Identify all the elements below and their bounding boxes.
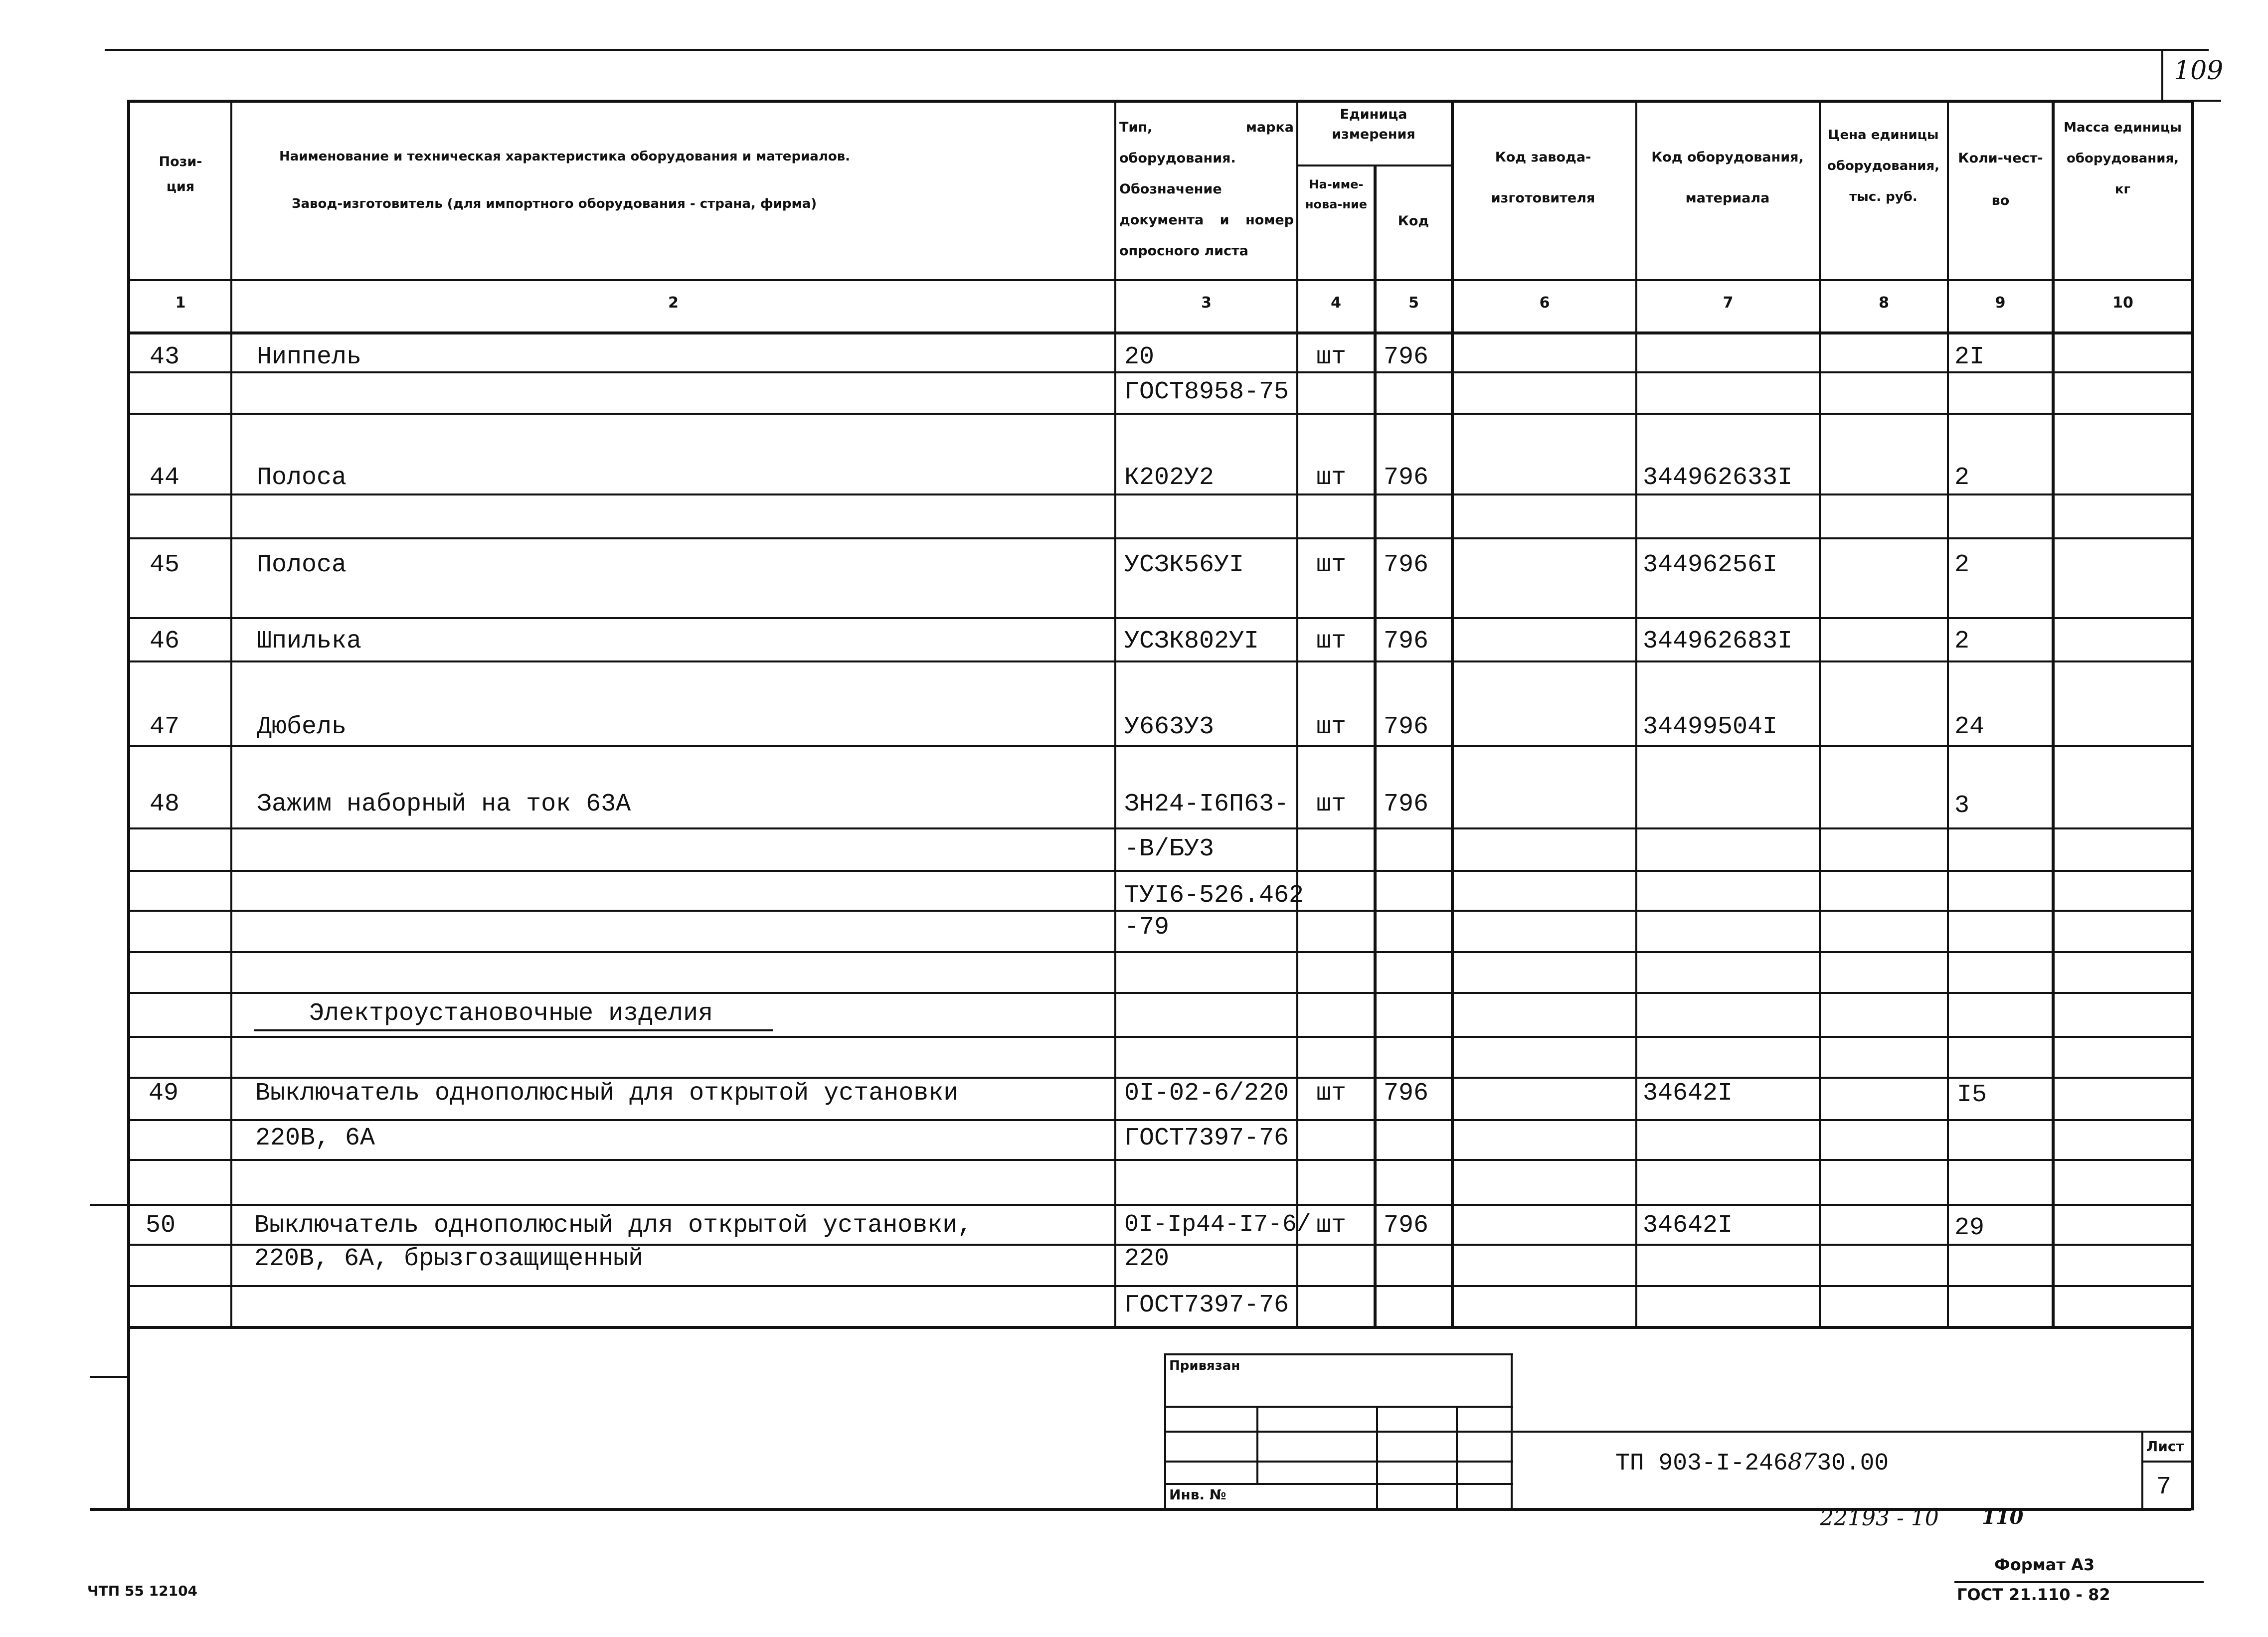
row-line xyxy=(127,660,2191,662)
row-46-equip: 344962683I xyxy=(1643,627,1793,655)
margin-tick xyxy=(90,1376,127,1378)
row-44-type: К202У2 xyxy=(1124,464,1215,492)
colnum-3: 3 xyxy=(1201,294,1212,312)
row-line xyxy=(127,1119,2191,1121)
stamp-line xyxy=(1164,1431,1513,1433)
handwritten-page: 110 xyxy=(1982,1505,2024,1529)
col-divider-8 xyxy=(1947,100,1949,1326)
row-49-name-line2: 220В, 6А xyxy=(255,1124,375,1152)
header-bottom-line xyxy=(127,279,2191,281)
header-name-line1: Наименование и техническая характеристика оборудования и материалов. xyxy=(279,149,851,164)
doc-code-tail: 30.00 xyxy=(1817,1450,1889,1477)
row-48-type: ЗН24-I6П63- xyxy=(1124,790,1289,818)
row-50-qty: 29 xyxy=(1954,1214,1985,1242)
row-43-pos: 43 xyxy=(150,343,180,371)
format-label: Формат А3 xyxy=(1994,1555,2095,1574)
header-equip-code: Код оборудования, материала xyxy=(1651,150,1804,206)
row-46-code: 796 xyxy=(1384,627,1429,655)
row-49-name: Выключатель однополюсный для открытой установки xyxy=(255,1079,959,1108)
row-50-name-line2: 220В, 6А, брызгозащищенный xyxy=(254,1245,644,1273)
colnum-9: 9 xyxy=(1995,294,2006,312)
list-label: Лист xyxy=(2146,1438,2184,1455)
row-50-type-line2: 220 xyxy=(1124,1245,1170,1273)
row-46-type: УСЗК802УI xyxy=(1124,627,1259,655)
stamp-col xyxy=(1256,1406,1258,1483)
top-border-line xyxy=(105,49,2209,51)
row-50-unit: шт xyxy=(1316,1211,1347,1240)
row-43-qty: 2I xyxy=(1954,343,1985,371)
doccode-top-line xyxy=(1511,1431,2191,1433)
header-mass: Масса единицы оборудования, кг xyxy=(2064,120,2182,197)
doc-code-main: ТП 903-I-246 xyxy=(1615,1450,1788,1477)
row-43-unit: шт xyxy=(1316,343,1347,371)
section-heading-underline xyxy=(254,1029,773,1031)
stamp-inv-label: Инв. № xyxy=(1169,1486,1226,1503)
margin-tick xyxy=(90,1204,127,1206)
doc-code xyxy=(1615,1448,1889,1477)
unit-subheader-line xyxy=(1296,164,1451,166)
colnum-10: 10 xyxy=(2112,294,2133,312)
col-divider-1 xyxy=(230,100,232,1326)
row-50-type-line3: ГОСТ7397-76 xyxy=(1124,1291,1289,1319)
row-43-name: Ниппель xyxy=(257,343,362,371)
row-49-type: 0I-02-6/220 xyxy=(1124,1079,1289,1108)
row-50-code: 796 xyxy=(1384,1211,1429,1240)
row-47-type: У663У3 xyxy=(1124,713,1215,741)
row-47-pos: 47 xyxy=(150,713,180,741)
row-50-type: 0I-Iр44-I7-6/ xyxy=(1124,1211,1311,1238)
row-line xyxy=(127,413,2191,415)
row-45-unit: шт xyxy=(1316,551,1347,579)
list-box-left xyxy=(2141,1431,2143,1508)
row-46-pos: 46 xyxy=(150,627,180,655)
row-46-name: Шпилька xyxy=(257,627,362,655)
table-left-border xyxy=(127,100,130,1510)
row-44-pos: 44 xyxy=(150,464,180,492)
row-46-qty: 2 xyxy=(1954,627,1970,655)
row-50-name: Выключатель однополюсный для открытой установки, xyxy=(254,1211,973,1240)
row-47-unit: шт xyxy=(1316,713,1347,741)
row-48-qty: 3 xyxy=(1954,792,1970,820)
row-47-equip: 34499504I xyxy=(1643,713,1778,741)
page-number-divider xyxy=(2161,49,2163,101)
row-49-unit: шт xyxy=(1316,1079,1347,1108)
row-45-qty: 2 xyxy=(1954,551,1970,579)
row-line xyxy=(127,371,2191,373)
row-48-unit: шт xyxy=(1316,790,1347,818)
stamp-col xyxy=(1376,1406,1378,1508)
row-50-equip: 34642I xyxy=(1643,1211,1733,1240)
col-divider-5 xyxy=(1451,100,1454,1326)
row-line xyxy=(127,1036,2191,1038)
row-line xyxy=(127,910,2191,912)
row-line xyxy=(127,1077,2191,1079)
row-45-type: УСЗК56УI xyxy=(1124,551,1244,579)
header-qty: Коли-чест-во xyxy=(1958,151,2043,208)
colnum-5: 5 xyxy=(1408,294,1419,312)
row-line xyxy=(127,870,2191,872)
row-45-equip: 34496256I xyxy=(1643,551,1778,579)
section-heading: Электроустановочные изделия xyxy=(309,999,713,1028)
stamp-line xyxy=(1164,1483,1513,1485)
col-divider-9 xyxy=(2052,100,2055,1326)
row-48-name: Зажим наборный на ток 63А xyxy=(257,790,631,818)
header-position: Пози- ция xyxy=(159,154,202,194)
col-divider-3 xyxy=(1296,100,1298,1326)
colnum-6: 6 xyxy=(1539,294,1550,312)
header-unit: Единица измерения xyxy=(1332,107,1415,142)
table-bottom-line xyxy=(127,1326,2191,1329)
row-44-equip: 344962633I xyxy=(1643,464,1793,492)
row-line xyxy=(127,1204,2191,1206)
stamp-privyazan-label: Привязан xyxy=(1169,1358,1240,1373)
gost-label: ГОСТ 21.110 - 82 xyxy=(1957,1585,2110,1604)
row-44-name: Полоса xyxy=(257,464,347,492)
header-unit-name: На-име-нова-ние xyxy=(1305,177,1368,211)
row-44-qty: 2 xyxy=(1954,464,1970,492)
row-49-pos: 49 xyxy=(149,1079,179,1108)
stamp-col xyxy=(1456,1406,1458,1508)
row-line xyxy=(127,493,2191,495)
header-price: Цена единицы оборудования, тыс. руб. xyxy=(1827,128,1940,204)
footer-line xyxy=(1954,1581,2204,1583)
colnum-1: 1 xyxy=(175,294,186,312)
row-45-name: Полоса xyxy=(257,551,347,579)
row-49-equip: 34642I xyxy=(1643,1079,1733,1108)
stamp-top-border xyxy=(1164,1353,1513,1355)
handwritten-number: 22193 - 10 xyxy=(1820,1505,1939,1531)
row-line xyxy=(127,951,2191,953)
stamp-line xyxy=(1164,1461,1513,1463)
row-48-type-line3: ТУI6-526.462 xyxy=(1124,881,1304,910)
list-number: 7 xyxy=(2156,1473,2172,1501)
row-48-type-line4: -79 xyxy=(1124,913,1170,942)
table-right-border xyxy=(2191,100,2194,1510)
colnum-bottom-line xyxy=(127,331,2191,334)
doc-code-handwritten: 87 xyxy=(1787,1448,1817,1475)
list-box-line xyxy=(2141,1461,2191,1463)
row-50-pos: 50 xyxy=(146,1211,176,1240)
row-43-code: 796 xyxy=(1384,343,1429,371)
row-line xyxy=(127,1159,2191,1161)
row-line xyxy=(127,537,2191,539)
header-type: Тип, марка оборудования. Обозначение документа и номер опросного листа xyxy=(1119,120,1294,259)
col-divider-6 xyxy=(1635,100,1637,1326)
header-factory-code: Код завода-изготовителя xyxy=(1491,150,1595,206)
left-code: ЧТП 55 12104 xyxy=(87,1583,198,1599)
row-line xyxy=(127,992,2191,994)
col-divider-2 xyxy=(1114,100,1116,1326)
row-47-code: 796 xyxy=(1384,713,1429,741)
row-49-code: 796 xyxy=(1384,1079,1429,1108)
row-line xyxy=(127,617,2191,619)
row-49-type-line2: ГОСТ7397-76 xyxy=(1124,1124,1289,1152)
row-45-code: 796 xyxy=(1384,551,1429,579)
row-line xyxy=(127,1285,2191,1287)
col-divider-7 xyxy=(1819,100,1821,1326)
row-44-unit: шт xyxy=(1316,464,1347,492)
row-44-code: 796 xyxy=(1384,464,1429,492)
row-line xyxy=(127,745,2191,747)
header-name-line2: Завод-изготовитель (для импортного оборудования - страна, фирма) xyxy=(292,196,817,211)
stamp-line xyxy=(1164,1406,1513,1408)
row-46-unit: шт xyxy=(1316,627,1347,655)
row-48-code: 796 xyxy=(1384,790,1429,818)
row-47-qty: 24 xyxy=(1954,713,1985,741)
colnum-7: 7 xyxy=(1723,294,1734,312)
row-48-pos: 48 xyxy=(150,790,180,818)
colnum-4: 4 xyxy=(1331,294,1341,312)
page-number: 109 xyxy=(2174,56,2224,86)
table-top-border xyxy=(127,100,2191,103)
row-49-qty: I5 xyxy=(1957,1081,1987,1109)
row-45-pos: 45 xyxy=(150,551,180,579)
colnum-2: 2 xyxy=(668,294,679,312)
colnum-8: 8 xyxy=(1879,294,1889,312)
row-47-name: Дюбель xyxy=(257,713,347,741)
row-43-type-line2: ГОСТ8958-75 xyxy=(1124,378,1289,406)
row-43-type: 20 xyxy=(1124,343,1155,371)
header-unit-code: Код xyxy=(1397,213,1429,229)
row-line xyxy=(127,827,2191,829)
row-48-type-line2: -В/БУ3 xyxy=(1124,835,1215,863)
